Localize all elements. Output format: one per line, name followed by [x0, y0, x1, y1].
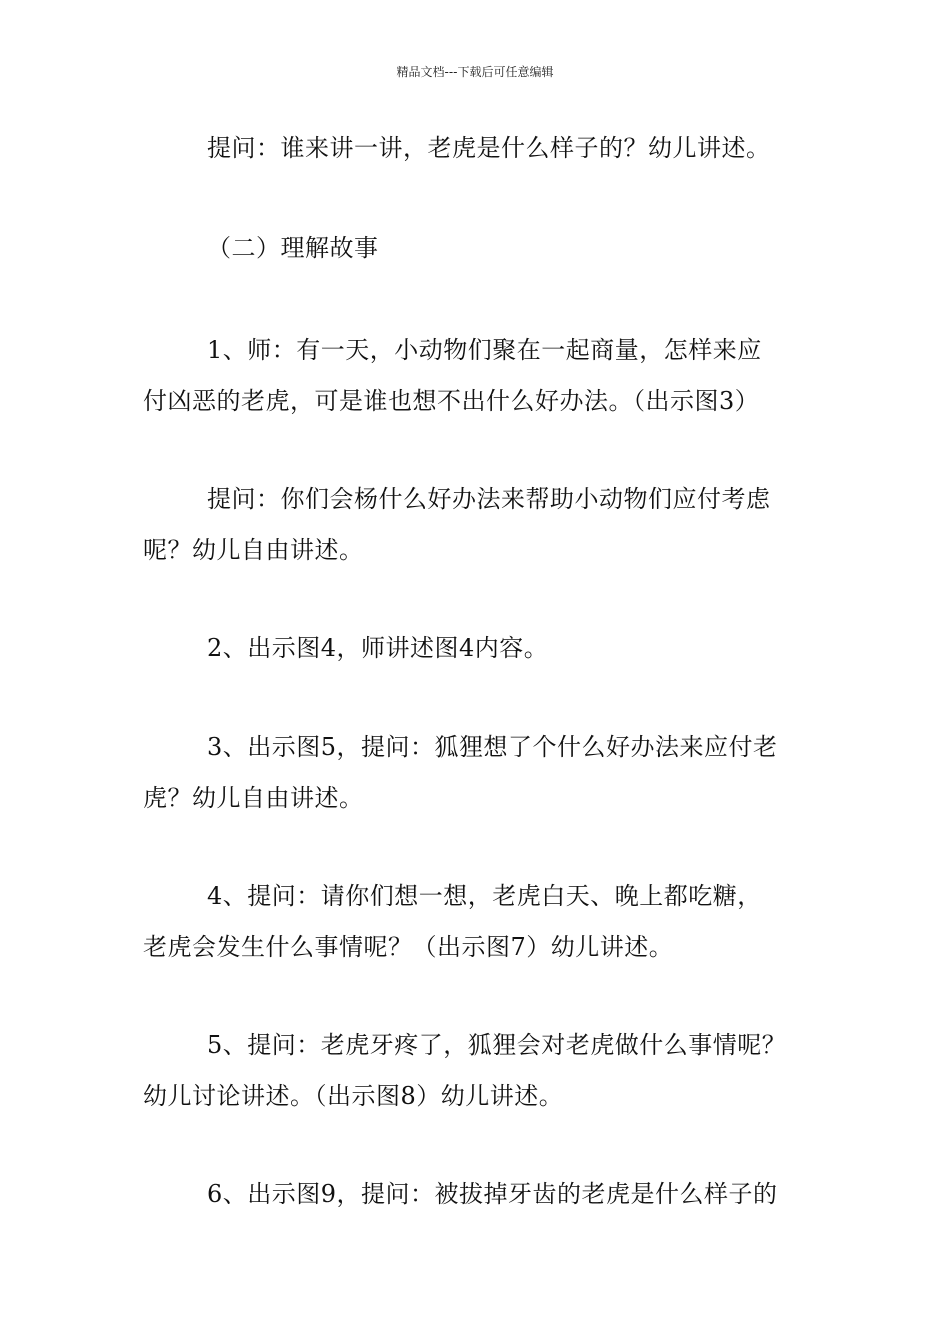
paragraph-step-4 [143, 871, 823, 973]
paragraph-step-5 [143, 1020, 823, 1122]
paragraph-line: 提问：你们会杨什么好办法来帮助小动物们应付考虑 [207, 485, 771, 513]
paragraph-line: 4、提问：请你们想一想，老虎白天、晚上都吃糖， [207, 882, 762, 910]
paragraph-line: 老虎会发生什么事情呢？（出示图7）幼儿讲述。 [143, 933, 674, 961]
paragraph-line: 3、出示图5，提问：狐狸想了个什么好办法来应付老 [207, 733, 778, 761]
paragraph-step-2 [143, 623, 823, 674]
paragraph-line: （二）理解故事 [207, 234, 379, 262]
page-header: 精品文档---下载后可任意编辑 [396, 65, 554, 79]
paragraph-question-tiger-look [143, 123, 823, 174]
paragraph-line: 6、出示图9，提问：被拔掉牙齿的老虎是什么样子的 [207, 1180, 778, 1208]
paragraph-line: 幼儿讨论讲述。（出示图8）幼儿讲述。 [143, 1082, 564, 1110]
paragraph-step-1 [143, 325, 823, 427]
paragraph-question-ideas [143, 474, 823, 576]
paragraph-line: 5、提问：老虎牙疼了，狐狸会对老虎做什么事情呢？ [207, 1031, 787, 1059]
paragraph-line: 提问：谁来讲一讲，老虎是什么样子的？幼儿讲述。 [207, 134, 771, 162]
paragraph-line: 2、出示图4，师讲述图4内容。 [207, 634, 549, 662]
paragraph-line: 呢？幼儿自由讲述。 [143, 536, 364, 564]
paragraph-step-6 [143, 1169, 823, 1220]
paragraph-line: 1、师：有一天，小动物们聚在一起商量，怎样来应 [207, 336, 762, 364]
section-heading-understand-story [143, 223, 823, 274]
paragraph-line: 付凶恶的老虎，可是谁也想不出什么好办法。（出示图3） [143, 387, 760, 415]
paragraph-line: 虎？幼儿自由讲述。 [143, 784, 364, 812]
paragraph-step-3 [143, 722, 823, 824]
